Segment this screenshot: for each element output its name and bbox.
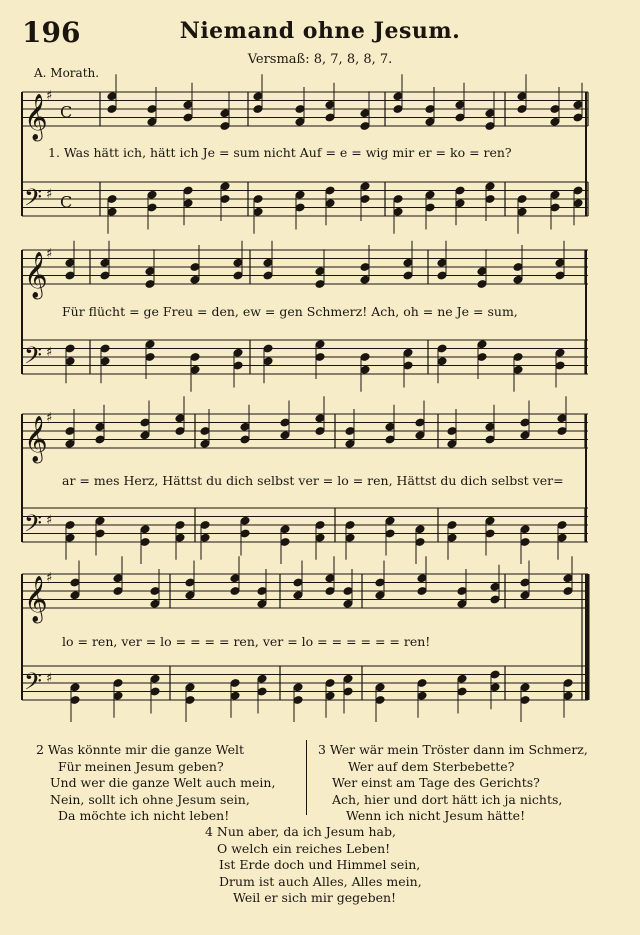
- verse-3-line: Ach, hier und dort hätt ich ja nichts,: [332, 791, 563, 807]
- verse-2: [36, 742, 275, 825]
- verse-divider: [306, 740, 307, 815]
- verse-3: [318, 742, 588, 825]
- composer: A. Morath.: [34, 66, 100, 80]
- meter-line: Versmaß: 8, 7, 8, 8, 7.: [247, 52, 393, 67]
- lyric-line-2: Für flücht = ge Freu = den, ew = gen Schmerz! Ach, oh = ne Je = sum,: [62, 304, 518, 319]
- treble-clef: 𝄞: [24, 416, 48, 462]
- verse-4-line: Ist Erde doch und Himmel sein,: [219, 857, 421, 872]
- verse-4-line: 4 Nun aber, da ich Jesum hab,: [205, 824, 396, 839]
- bass-clef: 𝄢: [24, 341, 43, 375]
- time-signature: C: [60, 102, 73, 122]
- key-signature-sharp: ♯: [46, 187, 53, 202]
- key-signature-sharp: ♯: [46, 345, 53, 360]
- bass-clef: 𝄢: [24, 183, 43, 217]
- treble-clef: 𝄞: [24, 252, 48, 298]
- verse-2-line: Da möchte ich nicht leben!: [58, 808, 230, 823]
- verse-2-line: Für meinen Jesum geben?: [58, 758, 224, 774]
- key-signature-sharp: ♯: [46, 246, 53, 262]
- page-number: 196: [22, 16, 81, 49]
- verse-2-line: Nein, sollt ich ohne Jesum sein,: [50, 791, 250, 807]
- key-signature-sharp: ♯: [46, 88, 53, 104]
- verse-4-line: Weil er sich mir gegeben!: [233, 890, 397, 905]
- bass-clef: 𝄢: [24, 667, 43, 701]
- lyric-line-1: 1. Was hätt ich, hätt ich Je = sum nicht Auf = e = wig mir er = ko = ren?: [48, 145, 512, 160]
- verse-3-line: 3 Wer wär mein Tröster dann im Schmerz,: [318, 742, 588, 757]
- key-signature-sharp: ♯: [46, 671, 53, 686]
- verse-3-line: Wenn ich nicht Jesum hätte!: [346, 808, 526, 823]
- verse-3-line: Wer einst am Tage des Gerichts?: [332, 775, 540, 790]
- hymn-title: Niemand ohne Jesum.: [179, 18, 461, 44]
- verse-2-line: 2 Was könnte mir die ganze Welt: [36, 742, 245, 757]
- lyric-line-3: ar = mes Herz, Hättst du dich selbst ver = lo = ren, Hättst du dich selbst ver=: [62, 473, 564, 488]
- verse-3-line: Wer auf dem Sterbebette?: [348, 758, 515, 774]
- treble-clef: 𝄞: [24, 576, 48, 622]
- key-signature-sharp: ♯: [46, 570, 53, 586]
- bass-clef: 𝄢: [24, 509, 43, 543]
- treble-clef: 𝄞: [24, 94, 48, 140]
- key-signature-sharp: ♯: [46, 513, 53, 528]
- lyric-line-4: lo = ren, ver = lo = = = = ren, ver = lo = = = = = = ren!: [62, 634, 431, 649]
- verse-4-line: Drum ist auch Alles, Alles mein,: [219, 873, 422, 889]
- verse-4: [205, 824, 422, 907]
- key-signature-sharp: ♯: [46, 410, 53, 426]
- verse-2-line: Und wer die ganze Welt auch mein,: [50, 775, 276, 790]
- verse-4-line: O welch ein reiches Leben!: [217, 840, 391, 856]
- time-signature: C: [60, 192, 73, 212]
